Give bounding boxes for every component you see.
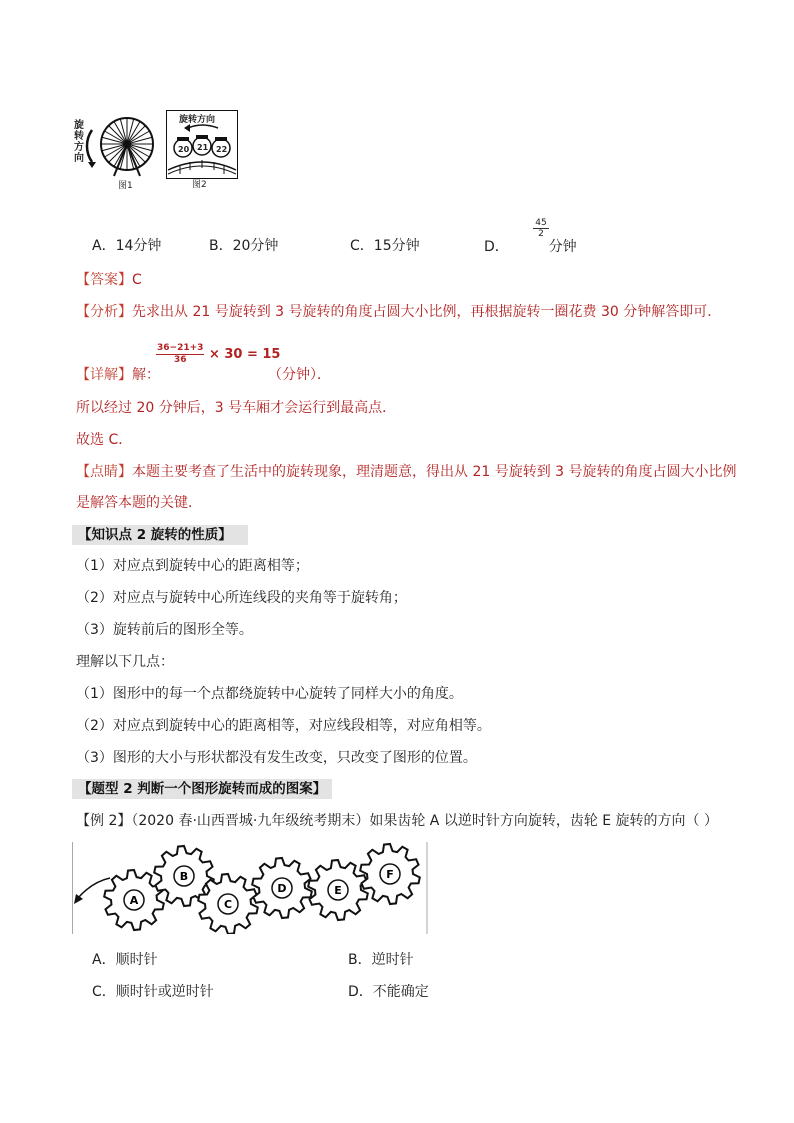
gear-label: E (334, 884, 342, 897)
detail-unit: （分钟）． (268, 367, 331, 383)
answer-tag: 【答案】 (76, 272, 132, 288)
figure-1 (74, 112, 160, 190)
car-label-22: 22 (216, 145, 228, 154)
gear-f (360, 844, 420, 904)
figure-2-rotation-label: 旋转方向 (179, 115, 216, 125)
gear-d (252, 858, 312, 918)
understand-point-1: （1）图形中的每一个点都绕旋转中心旋转了同样大小的角度。 (76, 686, 463, 702)
comment-line-1: 【点睛】本题主要考查了生活中的旋转现象，理清题意，得出从 21 号旋转到 3 号旋转的角度占圆大小比例 (76, 464, 737, 480)
detail-equation: $\frac{36-21+3}{36}$ × 30 = 15 (157, 343, 281, 365)
q1-option-c[interactable]: C．15分钟 (350, 238, 420, 254)
gear-e (308, 860, 368, 920)
example2-line (76, 811, 718, 831)
knowledge-item-2: （2）对应点与旋转中心所连线段的夹角等于旋转角； (76, 590, 407, 606)
ex2-option-d[interactable]: D．不能确定 (348, 984, 429, 1000)
q1-option-b[interactable]: B．20分钟 (209, 238, 279, 254)
knowledge-heading: 【知识点 2 旋转的性质】 (72, 525, 248, 545)
gears-figure (72, 842, 428, 934)
q1-option-a[interactable]: A．14分钟 (92, 238, 162, 254)
figure-1-caption: 图1 (118, 181, 133, 191)
figure-2 (166, 110, 238, 188)
ex2-option-c[interactable]: C．顺时针或逆时针 (92, 984, 214, 1000)
gear-label: A (129, 894, 139, 907)
detail-prefix: 解： (132, 367, 160, 383)
detail-line-3: 故选 C． (76, 432, 133, 448)
answer-value: C (132, 272, 142, 288)
understand-point-2: （2）对应点到旋转中心的距离相等，对应线段相等，对应角相等。 (76, 718, 491, 734)
detail-fraction: $\frac{36-21+3}{36}$ (157, 343, 204, 365)
analysis-line (76, 302, 721, 322)
answer-line (76, 270, 142, 290)
example2-tag: 【例 2】 (76, 813, 132, 829)
gear-label: F (386, 868, 394, 881)
gear-c (198, 874, 258, 934)
gear-label: B (179, 870, 189, 883)
comment-line-2: 是解答本题的关键． (76, 495, 202, 511)
understand-label: 理解以下几点： (76, 654, 174, 670)
knowledge-item-3: （3）旋转前后的图形全等。 (76, 622, 253, 638)
gear-label: C (223, 898, 233, 911)
understand-point-3: （3）图形的大小与形状都没有发生改变，只改变了图形的位置。 (76, 750, 477, 766)
type2-heading: 【题型 2 判断一个图形旋转而成的图案】 (72, 779, 332, 799)
detail-line-2: 所以经过 20 分钟后，3 号车厢才会运行到最高点． (76, 400, 397, 416)
car-label-21: 21 (197, 143, 209, 152)
fraction-45-over-2: $\frac{45}{2}$ (535, 218, 547, 239)
gear-label: D (277, 882, 287, 895)
analysis-text: 先求出从 21 号旋转到 3 号旋转的角度占圆大小比例，再根据旋转一圈花费 30 分钟解答即可． (132, 304, 722, 320)
analysis-tag: 【分析】 (76, 304, 132, 320)
q1-option-d[interactable]: D． $\frac{45}{2}$ 分钟 (484, 218, 577, 255)
ferris-wheel-drawing (84, 112, 160, 178)
knowledge-item-1: （1）对应点到旋转中心的距离相等； (76, 558, 309, 574)
car-label-20: 20 (178, 145, 190, 154)
ex2-option-b[interactable]: B．逆时针 (348, 952, 414, 968)
detail-line (76, 365, 160, 385)
detail-tag: 【详解】 (76, 367, 132, 383)
figure-1-rotation-label: 旋 转 方 向 (74, 120, 84, 164)
gear-a (104, 870, 164, 930)
example2-text: （2020 春·山西晋城·九年级统考期末）如果齿轮 A 以逆时针方向旋转，齿轮 E 旋转的方向（ ） (131, 813, 719, 829)
ex2-option-a[interactable]: A．顺时针 (92, 952, 158, 968)
figure-2-caption: 图2 (192, 180, 207, 190)
comment-tag: 【点睛】 (76, 464, 132, 480)
